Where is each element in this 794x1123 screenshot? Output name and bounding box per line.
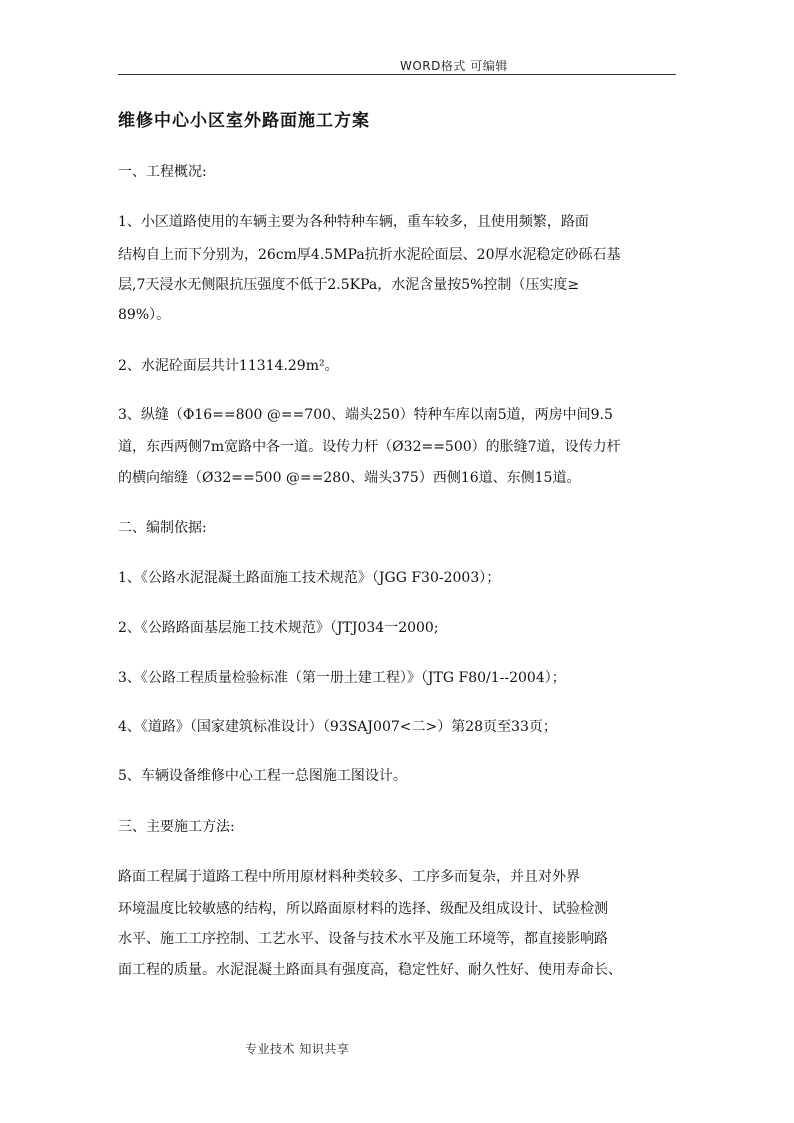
section-1-item-1-line-3: 层,7天浸水无侧限抗压强度不低于2.5KPa，水泥含量按5%控制（压实度≥ (118, 277, 580, 293)
document-title: 维修中心小区室外路面施工方案 (118, 111, 370, 131)
page-footer-text: 专业技术 知识共享 (245, 1042, 350, 1056)
section-1-heading: 一、工程概况: (118, 164, 207, 180)
section-3-para-line-4: 面工程的质量。水泥混凝土路面具有强度高，稳定性好、耐久性好、使用寿命长、 (118, 962, 622, 978)
reference-item-5: 5、车辆设备维修中心工程一总图施工图设计。 (118, 768, 407, 784)
header-divider (118, 74, 676, 75)
section-1-item-3-line-3: 的横向缩缝（Ø32==500 @==280、端头375）西侧16道、东侧15道。 (118, 470, 581, 486)
section-1-item-1-line-1: 1、小区道路使用的车辆主要为各种特种车辆，重车较多，且使用频繁，路面 (118, 214, 589, 230)
section-1-item-3-line-1: 3、纵缝（Φ16==800 @==700、端头250）特种车库以南5道，两房中间9.5 (118, 407, 613, 423)
section-1-item-3-line-2: 道，东西两侧7m宽路中各一道。设传力杆（Ø32==500）的胀缝7道，设传力杆 (118, 439, 621, 455)
reference-item-2: 2、《公路路面基层施工技术规范》（JTJ034一2000; (118, 620, 439, 636)
page-header-text: WORD格式 可编辑 (400, 59, 508, 73)
section-1-item-1-line-2: 结构自上而下分别为，26cm厚4.5MPa抗折水泥砼面层、20厚水泥稳定砂砾石基 (118, 247, 621, 263)
reference-item-4: 4、《道路》（国家建筑标准设计）（93SAJ007<二>）第28页至33页； (118, 719, 557, 735)
section-1-item-1-line-4: 89%）。 (118, 307, 171, 323)
section-3-para-line-3: 水平、施工工序控制、工艺水平、设备与技术水平及施工环境等，都直接影响路 (118, 931, 608, 947)
reference-item-3: 3、《公路工程质量检验标准（第一册土建工程）》（JTG F80/1--2004）； (118, 670, 566, 686)
section-1-item-2: 2、水泥砼面层共计11314.29m²。 (118, 358, 339, 374)
section-2-heading: 二、编制依据: (118, 520, 207, 536)
section-3-para-line-1: 路面工程属于道路工程中所用原材料种类较多、工序多而复杂，并且对外界 (118, 869, 580, 885)
reference-item-1: 1、《公路水泥混凝土路面施工技术规范》（JGG F30-2003）； (118, 570, 501, 586)
section-3-para-line-2: 环境温度比较敏感的结构，所以路面原材料的选择、级配及组成设计、试验检测 (118, 901, 608, 917)
section-3-heading: 三、主要施工方法: (118, 819, 235, 835)
